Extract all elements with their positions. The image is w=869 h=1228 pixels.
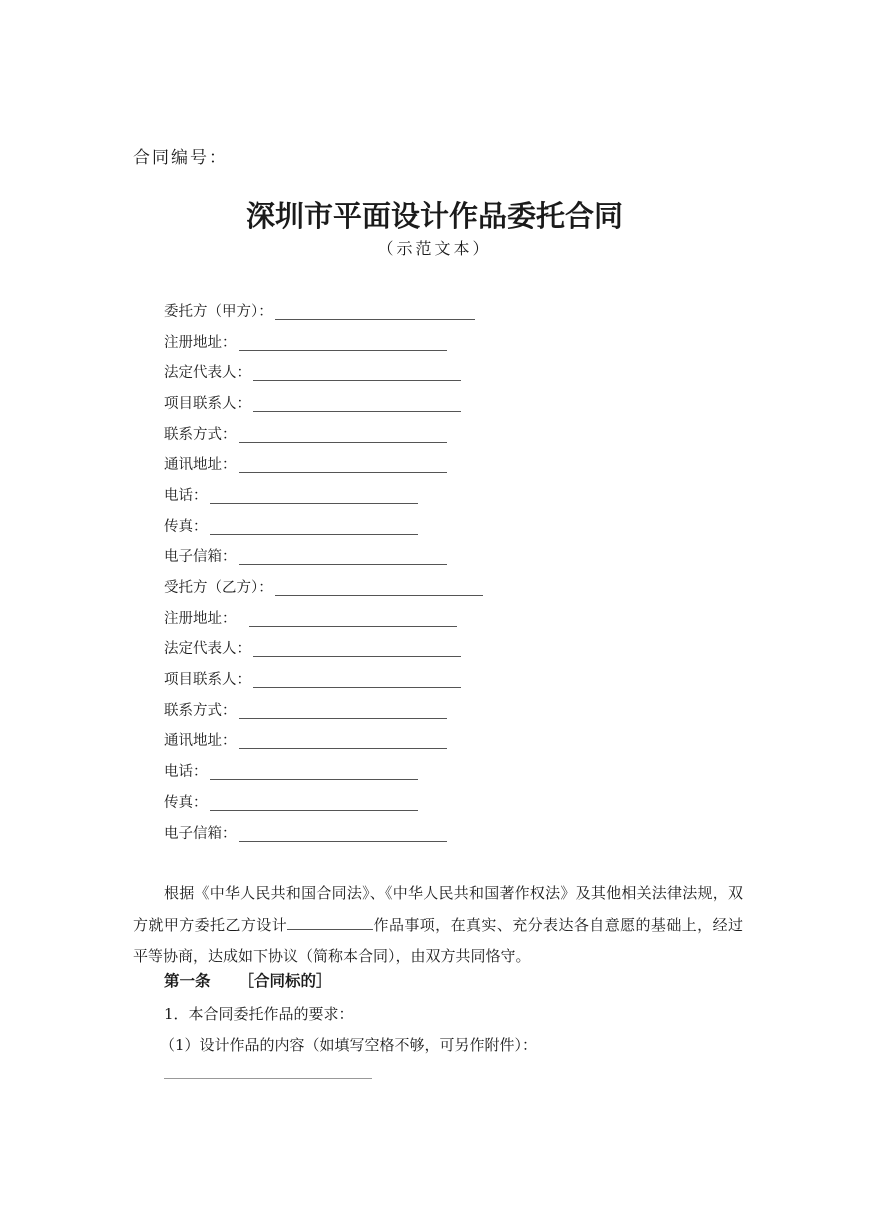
field-label: 注册地址： bbox=[164, 334, 237, 351]
form-field-row bbox=[164, 418, 483, 449]
field-label: 电话： bbox=[164, 487, 208, 504]
form-field-row bbox=[164, 786, 483, 817]
field-label: 电话： bbox=[164, 764, 208, 781]
field-fill-line[interactable] bbox=[253, 362, 461, 381]
party-fields bbox=[164, 295, 483, 847]
field-label: 联系方式： bbox=[164, 426, 237, 443]
form-field-row bbox=[164, 356, 483, 387]
field-fill-line[interactable] bbox=[210, 792, 418, 811]
form-field-row bbox=[164, 725, 483, 756]
field-fill-line[interactable] bbox=[239, 332, 447, 351]
form-field-row bbox=[164, 479, 483, 510]
field-fill-line[interactable] bbox=[253, 669, 461, 688]
field-fill-line[interactable] bbox=[275, 301, 475, 320]
article-number: 第一条 bbox=[164, 971, 211, 990]
field-fill-line[interactable] bbox=[239, 730, 447, 749]
form-field-row bbox=[164, 571, 483, 602]
field-fill-line[interactable] bbox=[210, 485, 418, 504]
form-field-row bbox=[164, 694, 483, 725]
field-fill-line[interactable] bbox=[239, 454, 447, 473]
field-label: 法定代表人： bbox=[164, 365, 251, 382]
field-label: 电子信箱： bbox=[164, 825, 237, 842]
form-field-row bbox=[164, 326, 483, 357]
field-label: 注册地址： bbox=[164, 610, 237, 627]
field-label: 通讯地址： bbox=[164, 457, 237, 474]
field-label: 项目联系人： bbox=[164, 395, 251, 412]
article-item-1-1: （1）设计作品的内容（如填写空格不够，可另作附件）： bbox=[160, 1036, 538, 1054]
form-field-row bbox=[164, 387, 483, 418]
form-field-row bbox=[164, 755, 483, 786]
form-field-row bbox=[164, 602, 483, 633]
field-fill-line[interactable] bbox=[275, 577, 483, 596]
intro-text-1: 根据《中华人民共和国合同法》、《中华人民共和国著作权法》及其他相关法律法规，双方就甲方委托乙方设计 bbox=[133, 884, 743, 934]
field-label: 传真： bbox=[164, 518, 208, 535]
document-title: 深圳市平面设计作品委托合同 bbox=[245, 199, 623, 233]
article-heading: ［合同标的］ bbox=[238, 971, 332, 990]
form-field-row bbox=[164, 541, 483, 572]
document-subtitle: （示范文本） bbox=[377, 239, 492, 258]
form-field-row bbox=[164, 817, 483, 848]
intro-paragraph bbox=[133, 878, 743, 973]
form-field-row bbox=[164, 663, 483, 694]
form-field-row bbox=[164, 510, 483, 541]
field-label: 传真： bbox=[164, 794, 208, 811]
contract-number-label: 合同编号： bbox=[133, 148, 228, 168]
field-label: 联系方式： bbox=[164, 702, 237, 719]
intro-text-2: 作品事项，在真实、充分表达各自意愿的基础上，经过平等协商，达成如下协议（简称本合同），由双方共同恪守。 bbox=[133, 915, 743, 965]
field-label: 法定代表人： bbox=[164, 641, 251, 658]
field-fill-line[interactable] bbox=[210, 516, 418, 535]
design-project-blank[interactable] bbox=[287, 914, 373, 930]
field-fill-line[interactable] bbox=[253, 638, 461, 657]
field-fill-line[interactable] bbox=[239, 424, 447, 443]
field-fill-line[interactable] bbox=[239, 546, 447, 565]
field-label: 委托方（甲方）： bbox=[164, 303, 273, 320]
field-label: 电子信箱： bbox=[164, 549, 237, 566]
form-field-row bbox=[164, 633, 483, 664]
field-fill-line[interactable] bbox=[239, 700, 447, 719]
field-label: 通讯地址： bbox=[164, 733, 237, 750]
article-1-heading bbox=[164, 969, 332, 991]
content-fill-line[interactable] bbox=[164, 1078, 372, 1079]
article-item-1: 1．本合同委托作品的要求： bbox=[164, 1005, 354, 1023]
field-fill-line[interactable] bbox=[210, 761, 418, 780]
field-label: 项目联系人： bbox=[164, 672, 251, 689]
field-label: 受托方（乙方）： bbox=[164, 580, 273, 597]
form-field-row bbox=[164, 448, 483, 479]
field-fill-line[interactable] bbox=[253, 393, 461, 412]
field-fill-line[interactable] bbox=[239, 823, 447, 842]
field-fill-line[interactable] bbox=[249, 608, 457, 627]
form-field-row bbox=[164, 295, 483, 326]
